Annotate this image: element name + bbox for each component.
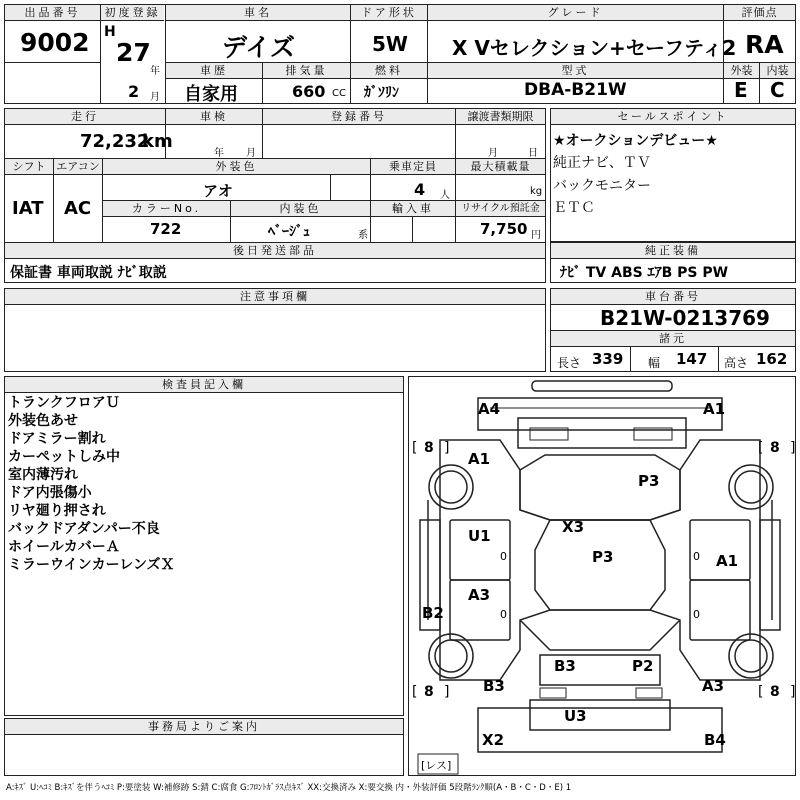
damage-mark: A3 <box>702 677 725 695</box>
dimensions-label: 諸元 <box>551 331 795 347</box>
mileage: 72,232 <box>80 131 150 152</box>
interior-color: ﾍﾞｰｼﾞｭ <box>268 224 310 240</box>
sales-point-line: ★オークションデビュー★ <box>553 133 718 149</box>
tread-depth: 8 <box>770 440 780 456</box>
evaluation-label: 評価点 <box>724 5 795 21</box>
svg-text:[: [ <box>758 684 764 700</box>
transfer-day: 日 <box>528 148 538 159</box>
svg-text:[: [ <box>412 440 418 456</box>
grade-label: グレード <box>428 5 723 21</box>
color-label: 外装色 <box>103 159 370 175</box>
inspection-month: 月 <box>246 148 256 159</box>
damage-mark: A1 <box>716 552 739 570</box>
inspector-line: バックドアダンパー不良 <box>8 521 160 537</box>
month-unit: 月 <box>150 92 160 103</box>
inspector-line: ホイールカバーＡ <box>8 539 120 555</box>
door-zero-mark: 0 <box>693 550 700 563</box>
door-zero-mark: 0 <box>500 608 507 621</box>
capacity: 4 <box>414 180 426 199</box>
svg-text:]: ] <box>790 684 795 700</box>
damage-mark: B3 <box>554 657 576 675</box>
length: 339 <box>592 350 624 368</box>
damage-mark: B4 <box>704 731 726 749</box>
capacity-label: 乗車定員 <box>371 159 455 175</box>
sales-point-line: バックモニター <box>553 178 651 194</box>
legend: A:ｷｽﾞ U:ﾍｺﾐ B:ｷｽﾞを伴うﾍｺﾐ P:要塗装 W:補修跡 S:錆 C:腐食 G:ﾌﾛﾝﾄｶﾞﾗｽ点ｷｽﾞ XX:交換済み X:要交換 内・外装評価 5段階ﾗﾝｸ順(A・B・C・D・E) 1 <box>6 783 572 793</box>
interior-color-label: 内装色 <box>231 201 370 217</box>
damage-mark: U3 <box>564 707 587 725</box>
door-type: 5W <box>372 32 408 56</box>
recycle-unit: 円 <box>531 230 541 241</box>
door-zero-mark: 0 <box>500 550 507 563</box>
damage-mark: X2 <box>482 731 505 749</box>
shift: IAT <box>12 198 44 219</box>
car-name-label: 車名 <box>166 5 350 21</box>
damage-mark: P2 <box>632 657 654 675</box>
import-label: 輸入車 <box>371 201 455 217</box>
mileage-unit: km <box>142 131 173 152</box>
lot-number-label: 出品番号 <box>5 5 100 21</box>
spare-tire-status: [レス] <box>421 759 452 772</box>
color-number-label: カラーNo. <box>103 201 230 217</box>
svg-text:]: ] <box>444 440 450 456</box>
first-registration-label: 初度登録 <box>101 5 164 21</box>
model-label: 型式 <box>428 63 723 79</box>
car-name: デイズ <box>222 33 296 62</box>
grade: X Vセレクション+セーフティ2 <box>452 36 737 60</box>
inspector-line: リヤ廻り押され <box>8 503 106 519</box>
registration-year: 27 <box>116 38 151 67</box>
damage-mark: B2 <box>422 604 444 622</box>
door-type-label: ドア形状 <box>351 5 427 21</box>
exterior-grade: E <box>734 78 748 102</box>
equipment-label: 純正装備 <box>551 243 795 259</box>
inspector-label: 検査員記入欄 <box>5 377 403 393</box>
width-label: 幅 <box>648 356 661 370</box>
chassis-number: B21W-0213769 <box>600 306 770 330</box>
inspector-line: トランクフロアＵ <box>8 395 120 411</box>
year-unit: 年 <box>150 66 160 77</box>
spare-tire-text: レス <box>425 759 447 772</box>
history: 自家用 <box>184 84 238 105</box>
aircon-label: エアコン <box>54 159 102 175</box>
interior-color-unit: 系 <box>358 230 368 241</box>
interior-grade: C <box>770 78 785 102</box>
load-label: 最大積載量 <box>456 159 545 175</box>
inspection-label: 車検 <box>166 109 262 125</box>
recycle-label: リサイクル預託金 <box>456 201 545 217</box>
displacement: 660 <box>292 82 326 101</box>
displacement-label: 排気量 <box>263 63 350 79</box>
era: H <box>104 24 116 40</box>
color-number: 722 <box>150 220 182 238</box>
inspector-line: カーペットしみ中 <box>8 449 120 465</box>
notes-label: 注意事項欄 <box>5 289 545 305</box>
svg-text:]: ] <box>790 440 795 456</box>
inspector-line: ミラーウインカーレンズＸ <box>8 557 175 573</box>
damage-mark: A3 <box>468 586 491 604</box>
sales-points-label: セールスポイント <box>551 109 795 125</box>
office-label: 事務局よりご案内 <box>5 719 403 735</box>
length-label: 長さ <box>557 356 582 370</box>
transfer-deadline-label: 譲渡書類期限 <box>456 109 545 125</box>
load-unit: kg <box>530 186 543 197</box>
sales-point-line: ＥＴＣ <box>553 200 595 216</box>
later-parts: 保証書 車両取説 ﾅﾋﾞ取説 <box>10 265 167 281</box>
capacity-unit: 人 <box>440 190 450 201</box>
damage-mark: A1 <box>468 450 491 468</box>
height-label: 高さ <box>724 356 749 370</box>
tread-depth: 8 <box>770 684 780 700</box>
inspector-line: ドア内張傷小 <box>8 485 92 501</box>
evaluation-score: RA <box>745 30 784 59</box>
chassis-label: 車台番号 <box>551 289 795 305</box>
damage-mark: P3 <box>592 548 614 566</box>
damage-mark: A4 <box>478 400 501 418</box>
tread-depth: 8 <box>424 440 434 456</box>
exterior-label: 外装 <box>724 63 759 79</box>
height: 162 <box>756 350 788 368</box>
car-damage-diagram <box>409 377 795 775</box>
displacement-unit: CC <box>332 88 346 99</box>
inspector-line: 外装色あせ <box>8 413 78 429</box>
sales-point-line: 純正ナビ、ＴＶ <box>553 155 651 171</box>
registration-number-label: 登録番号 <box>263 109 455 125</box>
transfer-month: 月 <box>488 148 498 159</box>
width: 147 <box>676 350 708 368</box>
damage-mark: U1 <box>468 527 491 545</box>
shift-label: シフト <box>5 159 53 175</box>
recycle-fee: 7,750 <box>480 220 528 238</box>
exterior-color: アオ <box>203 182 233 200</box>
svg-text:[: [ <box>412 684 418 700</box>
model-code: DBA-B21W <box>524 80 627 100</box>
svg-text:[: [ <box>758 440 764 456</box>
later-parts-label: 後日発送部品 <box>5 243 545 259</box>
damage-mark: B3 <box>483 677 505 695</box>
inspector-notes <box>8 394 175 574</box>
inspection-year: 年 <box>214 148 224 159</box>
mileage-label: 走行 <box>5 109 165 125</box>
tread-depth: 8 <box>424 684 434 700</box>
interior-label: 内装 <box>760 63 795 79</box>
damage-mark: X3 <box>562 518 585 536</box>
inspector-line: ドアミラー割れ <box>8 431 106 447</box>
registration-month: 2 <box>128 82 140 101</box>
fuel: ｶﾞｿﾘﾝ <box>364 85 399 101</box>
damage-mark: P3 <box>638 472 660 490</box>
history-label: 車歴 <box>166 63 262 79</box>
inspector-line: 室内薄汚れ <box>8 467 78 483</box>
door-zero-mark: 0 <box>693 608 700 621</box>
aircon: AC <box>64 198 92 219</box>
fuel-label: 燃料 <box>351 63 427 79</box>
equipment: ﾅﾋﾞ TV ABS ｴｱB PS PW <box>560 265 729 281</box>
damage-mark: A1 <box>703 400 726 418</box>
lot-number: 9002 <box>20 28 90 57</box>
svg-text:]: ] <box>444 684 450 700</box>
